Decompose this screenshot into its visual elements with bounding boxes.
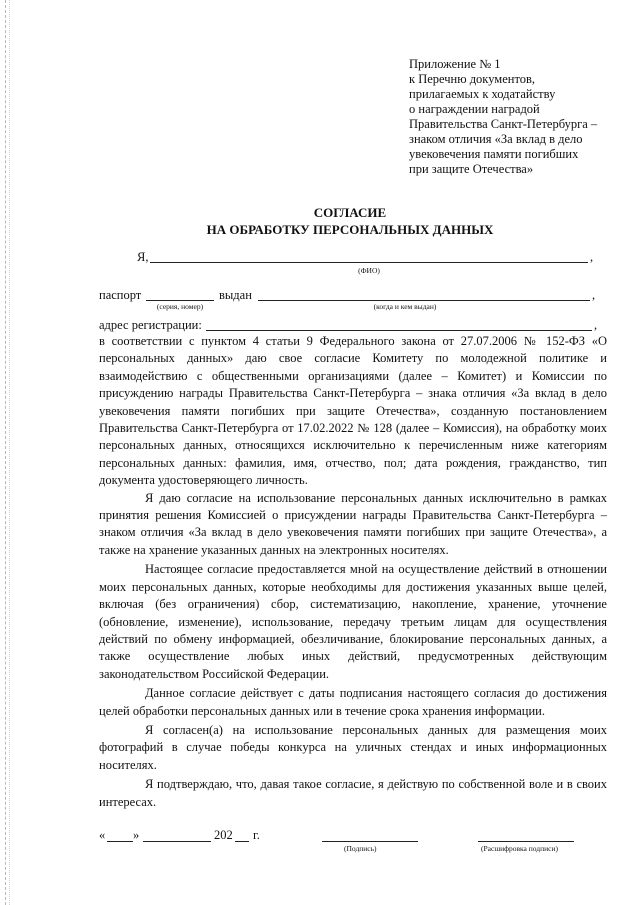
date-day-line[interactable] <box>107 841 133 842</box>
date-year: 202 <box>214 828 233 842</box>
signature-line[interactable] <box>322 841 418 842</box>
signature-decode-line[interactable] <box>478 841 574 842</box>
appendix-block <box>409 57 619 177</box>
consent-paragraph-3: Настоящее согласие предоставляется мной на осуществление действий в отношении моих персональных данных, которые необходимы для достижения указанных выше целей, включая (без ограничения) сбор, систематизацию, накопление, хранение, уточнение (обновление, изменение), использование, передачу третьим лицам для осуществления действий по обмену информацией, обезличивание, блокирование персональных данных, а также осуществление любых иных действий, предусмотренных действующим законодательством Российской Федерации. <box>99 562 607 681</box>
fio-field-line[interactable] <box>150 262 588 263</box>
appendix-line: прилагаемых к ходатайству <box>409 87 556 101</box>
consent-paragraph-4: Данное согласие действует с даты подписания настоящего согласия до достижения целей обработки персональных данных или в течение срока хранения информации. <box>99 686 607 718</box>
consent-body <box>99 333 607 811</box>
appendix-line: Правительства Санкт-Петербурга – <box>409 117 598 131</box>
passport-label: паспорт <box>99 288 142 302</box>
consent-paragraph-1: в соответствии с пунктом 4 статьи 9 Федерального закона от 27.07.2006 № 152-ФЗ «О персональных данных» даю свое согласие Комитету по молодежной политике и взаимодействию с общественными организациями (далее – Комитет) и Комиссии по присуждению награды Правительства Санкт-Петербурга – знака отличия «За вклад в дело увековечения памяти погибших при защите Отечества», созданную постановлением Правительства Санкт-Петербурга от 17.02.2022 № 128 (далее – Комиссия), на обработку моих персональных данных, относящихся исключительно к перечисленным ниже категориям персональных данных: фамилия, имя, отчество, пол; дата рождения, гражданство, тип документа удостоверяющего личность. <box>99 334 607 488</box>
document-title: СОГЛАСИЕ <box>313 205 387 220</box>
date-year-suffix: г. <box>253 828 260 842</box>
appendix-line: знаком отличия «За вклад в дело <box>409 132 583 146</box>
series-caption: (серия, номер) <box>156 302 204 311</box>
consent-paragraph-5: Я согласен(а) на использование персональных данных для размещения моих фотографий в случае победы конкурса на уличных стендах и иных информационных носителях. <box>99 722 607 772</box>
passport-series-line[interactable] <box>146 300 214 301</box>
scan-edge-line-secondary <box>9 0 10 905</box>
issued-comma: , <box>592 288 596 302</box>
date-open-quote: « <box>99 828 106 842</box>
issued-by-line[interactable] <box>258 300 590 301</box>
appendix-line: увековечения памяти погибших <box>409 147 579 161</box>
issued-caption: (когда и кем выдан) <box>373 302 437 311</box>
scan-edge-line <box>5 0 6 905</box>
address-comma: , <box>594 318 598 332</box>
signature-caption: (Подпись) <box>344 844 377 853</box>
address-label: адрес регистрации: <box>99 318 202 332</box>
date-month-line[interactable] <box>143 841 211 842</box>
date-year-suffix-line[interactable] <box>235 841 249 842</box>
consent-paragraph-6: Я подтверждаю, что, давая такое согласие, я действую по собственной воле и в своих интересах. <box>99 777 607 809</box>
ya-label: Я, <box>137 250 149 264</box>
date-close-quote: » <box>133 828 140 842</box>
signature-decode-caption: (Расшифровка подписи) <box>481 844 558 853</box>
appendix-line: при защите Отечества» <box>409 162 534 176</box>
appendix-line: о награждении наградой <box>409 102 540 116</box>
document-subtitle: НА ОБРАБОТКУ ПЕРСОНАЛЬНЫХ ДАННЫХ <box>206 222 494 237</box>
appendix-line: Приложение № 1 <box>409 57 501 71</box>
fio-comma: , <box>590 250 594 264</box>
fio-caption: (ФИО) <box>358 266 380 275</box>
issued-label: выдан <box>219 288 252 302</box>
address-field-line[interactable] <box>206 330 592 331</box>
consent-paragraph-2: Я даю согласие на использование персональных данных исключительно в рамках принятия решения Комиссией о присуждении награды Правительства Санкт-Петербурга – знаком отличия «За вклад в дело увековечения памяти погибших при защите Отечества», а также на хранение указанных данных на электронных носителях. <box>99 490 607 557</box>
appendix-line: к Перечню документов, <box>409 72 536 86</box>
